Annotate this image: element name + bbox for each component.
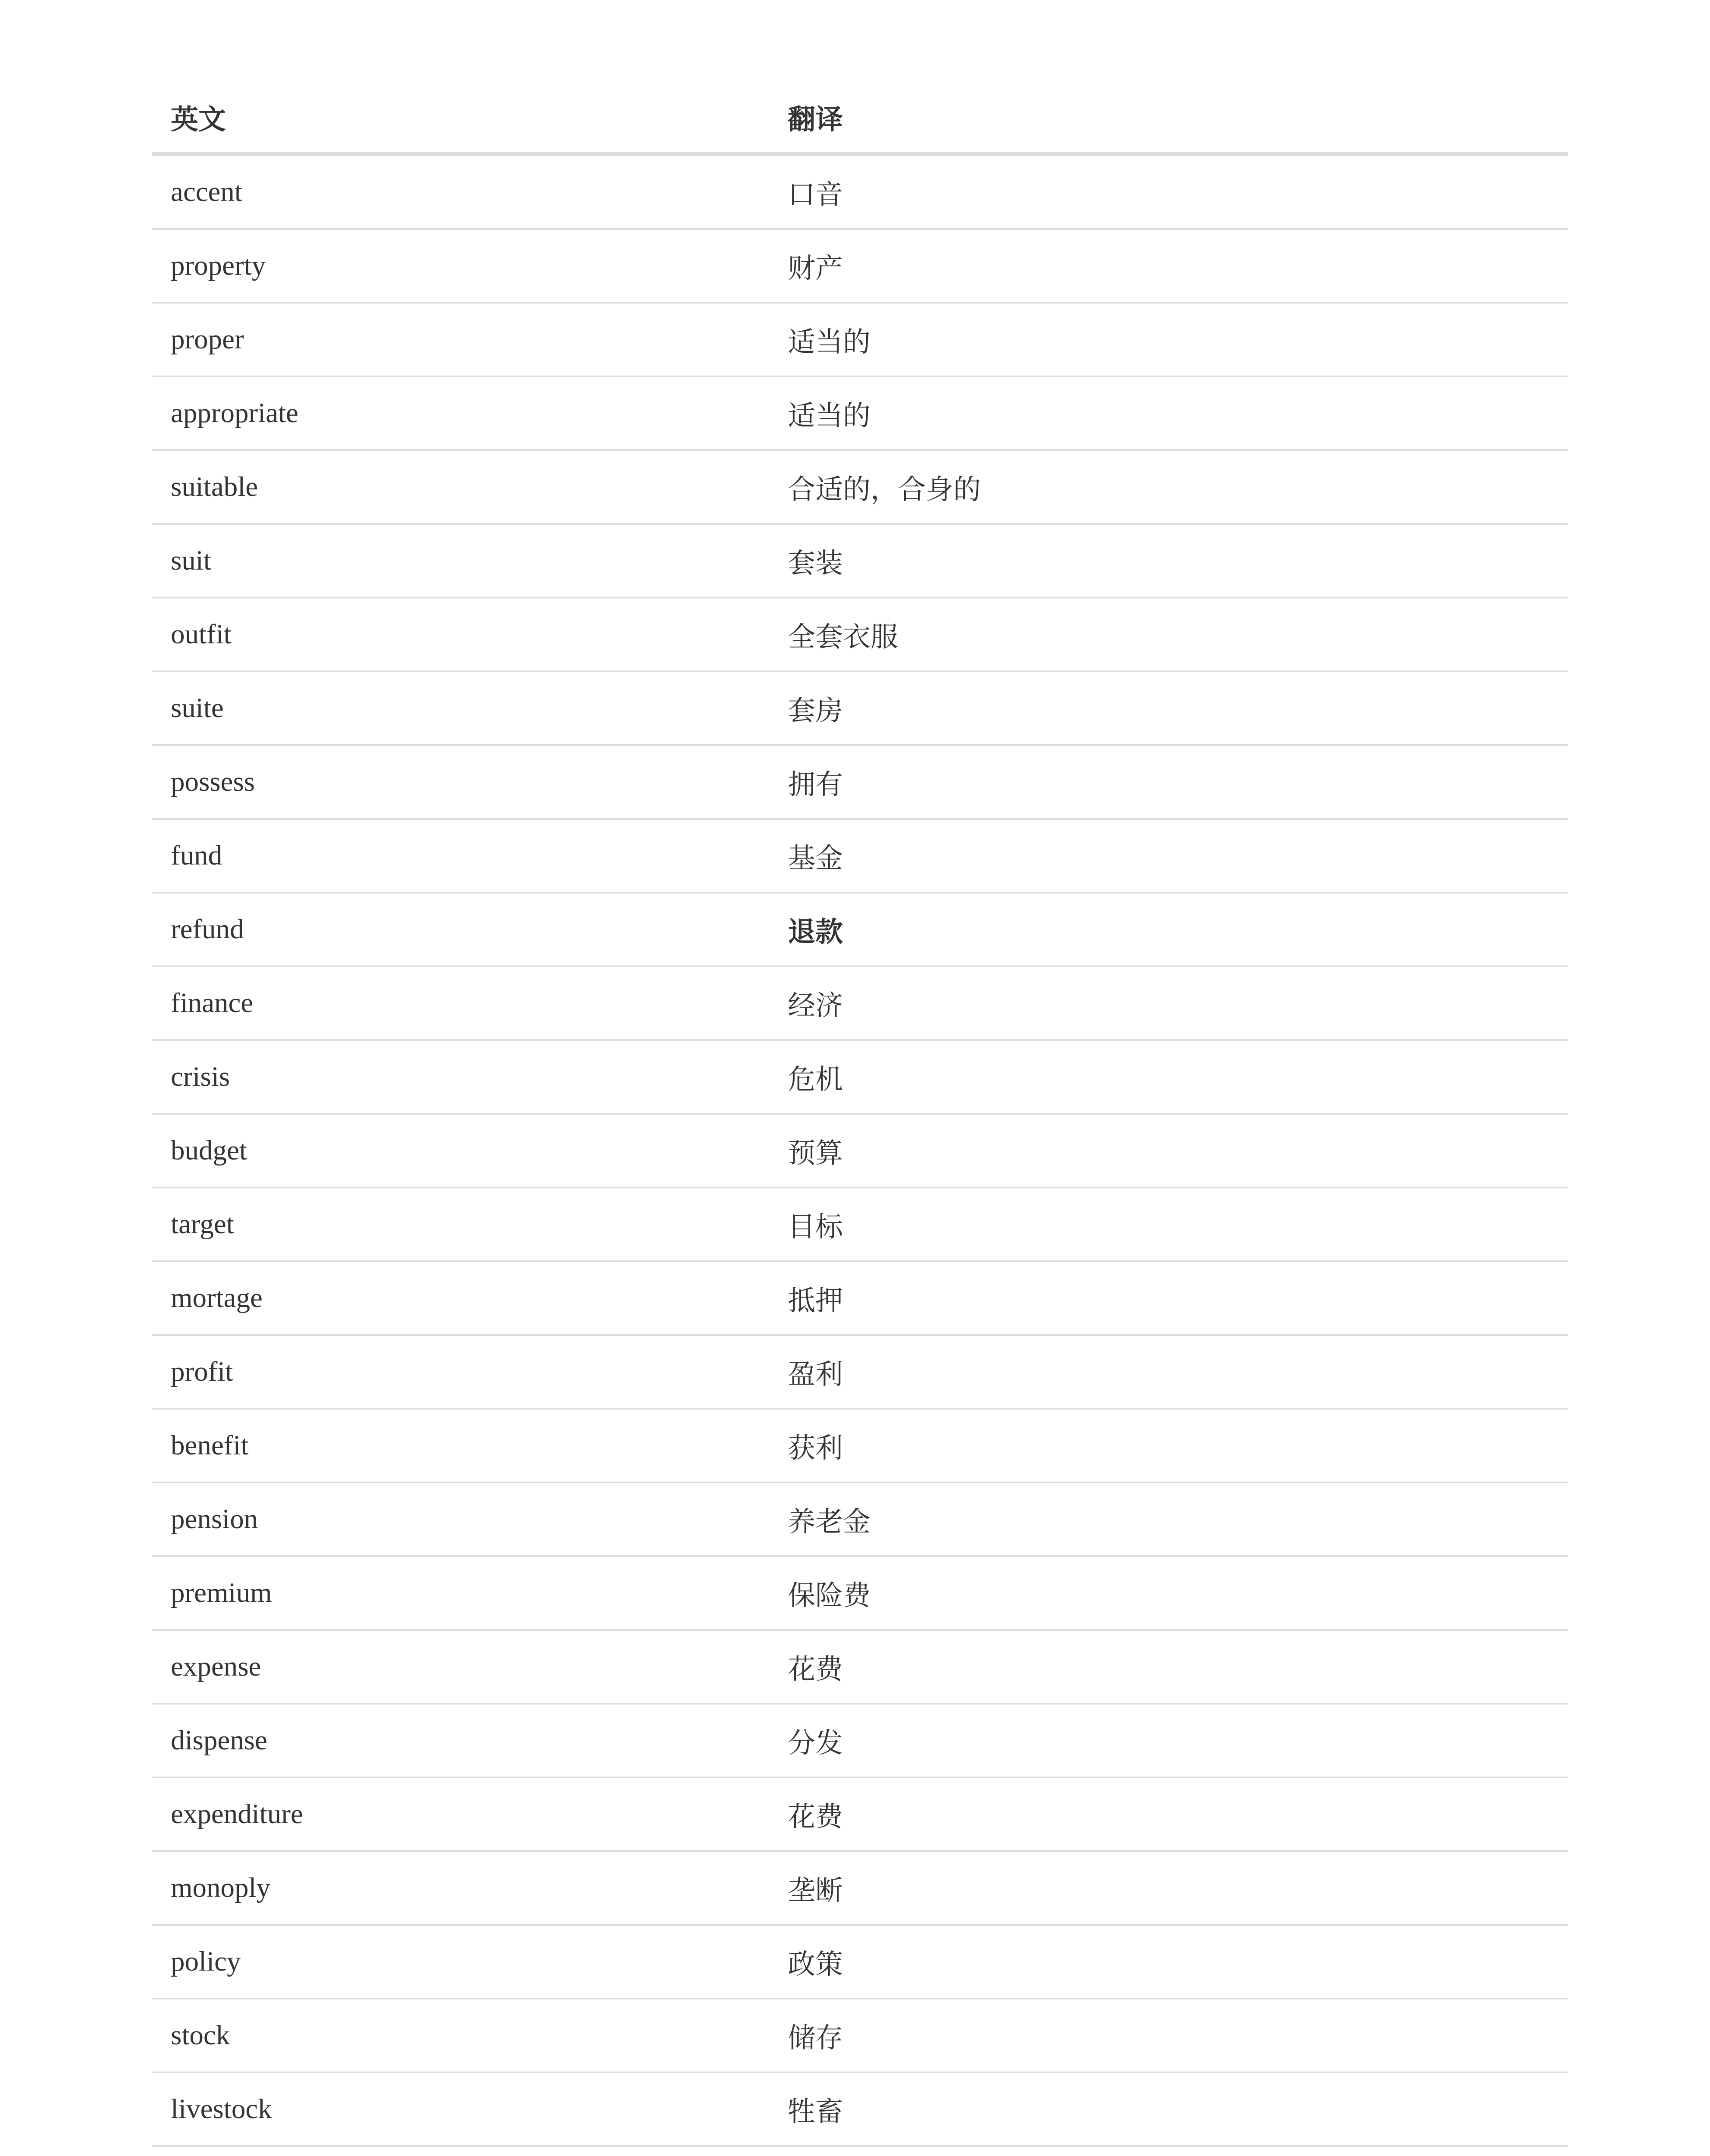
table-row [152, 599, 1568, 672]
english-word-cell: accent [171, 176, 242, 207]
table-row [152, 1557, 1568, 1631]
translation-cell: 花费 [788, 1801, 843, 1833]
table-row [152, 1705, 1568, 1778]
translation-cell: 财产 [788, 252, 843, 285]
translation-cell: 预算 [788, 1137, 843, 1169]
table-row [152, 1115, 1568, 1188]
translation-cell: 盈利 [788, 1358, 843, 1391]
table-row [152, 451, 1568, 525]
english-word-cell: property [171, 250, 266, 281]
english-word-cell: pension [171, 1504, 258, 1535]
english-word-cell: suite [171, 693, 224, 724]
table-row [152, 893, 1568, 967]
table-row [152, 1631, 1568, 1705]
table-row [152, 1778, 1568, 1852]
table-row [152, 1262, 1568, 1336]
table-row [152, 377, 1568, 451]
translation-cell: 基金 [788, 842, 843, 874]
table-row [152, 2147, 1568, 2156]
english-word-cell: premium [171, 1577, 272, 1608]
table-row [152, 820, 1568, 893]
column-header-translation: 翻译 [788, 104, 843, 136]
translation-cell: 抵押 [788, 1285, 843, 1317]
english-word-cell: target [171, 1209, 234, 1240]
translation-cell: 适当的 [788, 400, 871, 432]
translation-cell: 养老金 [788, 1506, 871, 1538]
english-word-cell: suitable [171, 471, 258, 502]
english-word-cell: suit [171, 545, 211, 576]
table-row [152, 2073, 1568, 2147]
english-word-cell: policy [171, 1946, 241, 1977]
table-row [152, 156, 1568, 230]
english-word-cell: expense [171, 1651, 261, 1682]
english-word-cell: budget [171, 1135, 247, 1166]
table-row [152, 1483, 1568, 1557]
english-word-cell: finance [171, 987, 254, 1018]
translation-cell: 套装 [788, 547, 843, 580]
translation-cell: 政策 [788, 1948, 843, 1981]
table-row [152, 304, 1568, 377]
table-row [152, 1410, 1568, 1483]
table-body [152, 156, 1568, 2156]
table-header-row [152, 82, 1568, 156]
table-row [152, 1999, 1568, 2073]
english-word-cell: mortage [171, 1282, 263, 1313]
table-row [152, 746, 1568, 820]
table-row [152, 1336, 1568, 1410]
english-word-cell: benefit [171, 1430, 249, 1461]
translation-cell: 拥有 [788, 768, 843, 801]
translation-cell: 合适的，合身的 [788, 473, 981, 506]
translation-cell: 危机 [788, 1063, 843, 1096]
translation-cell: 牲畜 [788, 2096, 843, 2128]
translation-cell: 分发 [788, 1727, 843, 1759]
english-word-cell: profit [171, 1356, 233, 1387]
translation-cell: 垄断 [788, 1874, 843, 1907]
vocabulary-table [152, 82, 1568, 2156]
english-word-cell: monoply [171, 1872, 271, 1903]
english-word-cell: possess [171, 766, 255, 797]
table-row [152, 230, 1568, 304]
translation-cell: 花费 [788, 1653, 843, 1686]
english-word-cell: crisis [171, 1061, 230, 1092]
table-row [152, 1188, 1568, 1262]
translation-cell: 保险费 [788, 1579, 871, 1612]
translation-cell: 经济 [788, 990, 843, 1022]
table-row [152, 672, 1568, 746]
table-row [152, 1041, 1568, 1115]
column-header-english: 英文 [171, 104, 226, 136]
english-word-cell: livestock [171, 2093, 272, 2125]
english-word-cell: appropriate [171, 398, 298, 429]
english-word-cell: refund [171, 914, 244, 945]
translation-cell: 退款 [788, 916, 843, 948]
english-word-cell: proper [171, 324, 244, 355]
english-word-cell: dispense [171, 1725, 267, 1756]
translation-cell: 全套衣服 [788, 621, 898, 653]
english-word-cell: stock [171, 2020, 230, 2051]
english-word-cell: expenditure [171, 1799, 303, 1830]
table-row [152, 1852, 1568, 1926]
translation-cell: 口音 [788, 179, 843, 211]
english-word-cell: fund [171, 840, 222, 871]
english-word-cell: outfit [171, 619, 232, 650]
translation-cell: 适当的 [788, 326, 871, 358]
translation-cell: 套房 [788, 695, 843, 727]
table-row [152, 525, 1568, 599]
translation-cell: 目标 [788, 1211, 843, 1243]
table-row [152, 1926, 1568, 1999]
translation-cell: 储存 [788, 2022, 843, 2054]
table-row [152, 967, 1568, 1041]
translation-cell: 获利 [788, 1432, 843, 1464]
